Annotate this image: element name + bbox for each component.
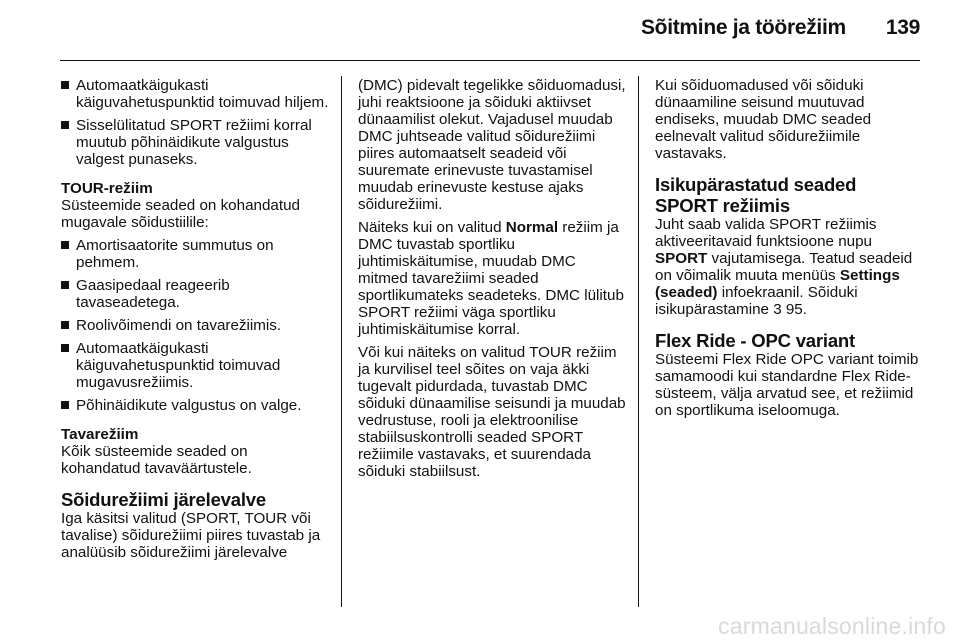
list-item: Automaatkäigukasti käiguvahetuspunktid toimuvad hiljem. [61, 77, 329, 111]
dmc-paragraph-1: (DMC) pidevalt tegelikke sõiduomadusi, juhi reaktsioone ja sõiduki aktiivset dünaamilist olekut. Vajadusel muudab DMC juhtseade valitud sõidurežiimi piires automaatselt seadeid või suuremate erinevuste tuvastamisel muudab erinevuste kestuse ajaks sõidurežiimi. [358, 77, 626, 213]
page-number: 139 [885, 16, 920, 39]
column-1 [61, 77, 329, 567]
sport-button-label: SPORT [655, 250, 708, 267]
bullet-square-icon [61, 121, 69, 129]
tour-heading: TOUR-režiim [61, 180, 153, 197]
dmc-paragraph-3: Või kui näiteks on valitud TOUR režiim ja kurvilisel teel sõites on vaja äkki tugevalt pidurdada, tuvastab DMC sõiduki dünaamilise seisundi ja muudab vedrustuse, rooli ja elektroonilise stabiilsuskontrolli seaded SPORT režiimile vastavaks, et suurendada sõiduki stabiilsust. [358, 344, 626, 480]
flex-ride-heading: Flex Ride - OPC variant [655, 330, 855, 351]
column-3 [655, 77, 923, 425]
normal-text: Kõik süsteemide seaded on kohandatud tavaväärtustele. [61, 443, 252, 477]
bullet-square-icon [61, 344, 69, 352]
tour-intro: Süsteemide seaded on kohandatud mugavale sõidustiilile: [61, 197, 300, 231]
bullet-square-icon [61, 241, 69, 249]
column-divider-1 [341, 76, 342, 607]
personal-settings-heading: Isikupärastatud seaded SPORT režiimis [655, 174, 857, 216]
list-item: Gaasipedaal reageerib tavaseadetega. [61, 277, 329, 311]
bullet-square-icon [61, 281, 69, 289]
bullet-square-icon [61, 81, 69, 89]
bullet-square-icon [61, 321, 69, 329]
list-item: Amortisaatorite summutus on pehmem. [61, 237, 329, 271]
personal-settings-text: Juht saab valida SPORT režiimis aktiveeritavaid funktsioone nupu SPORT vajutamisega. Teatud seadeid on võimalik muuta menüüs Settings (seaded) infoekraanil. Sõiduki isikupärastamine 3 95. [655, 216, 913, 318]
list-item: Sisselülitatud SPORT režiimi korral muutub põhinäidikute valgustus valgest punaseks. [61, 117, 329, 168]
list-item: Roolivõimendi on tavarežiimis. [61, 317, 329, 334]
dmc-paragraph-4: Kui sõiduomadused või sõiduki dünaamiline seisund muutuvad endiseks, muudab DMC seaded eelnevalt valitud sõidurežiimile vastavaks. [655, 77, 872, 162]
list-item: Automaatkäigukasti käiguvahetuspunktid toimuvad mugavusrežiimis. [61, 340, 329, 391]
settings-menu-label: Settings (seaded) [655, 267, 900, 301]
normal-mode-label: Normal [505, 219, 559, 236]
tour-bullet-list [61, 237, 329, 414]
monitor-heading: Sõidurežiimi järelevalve [61, 489, 266, 510]
column-divider-2 [638, 76, 639, 607]
flex-ride-text: Süsteemi Flex Ride OPC variant toimib samamoodi kui standardne Flex Ride-süsteem, välja arvatud see, et režiimid on sportlikuma iseloomuga. [655, 351, 919, 419]
watermark: carmanualsonline.info [718, 613, 946, 639]
dmc-paragraph-2: Näiteks kui on valitud Normal režiim ja DMC tuvastab sportliku juhtimiskäitumise, muudab DMC mitmed tavarežiimi seaded sportlikumateks seadeteks. DMC lülitub SPORT režiimi väga sportliku juhtimiskäitumise korral. [358, 219, 624, 338]
normal-heading: Tavarežiim [61, 426, 139, 443]
page-title: Sõitmine ja töörežiim [640, 16, 846, 39]
bullet-square-icon [61, 401, 69, 409]
header-rule [60, 60, 920, 61]
page-header [641, 16, 920, 40]
monitor-text: Iga käsitsi valitud (SPORT, TOUR või tavalise) sõidurežiimi piires tuvastab ja analüüsib sõidurežiimi järelevalve [61, 510, 321, 561]
page-reference-icon: 3 [773, 301, 782, 318]
sport-bullet-list [61, 77, 329, 168]
list-item: Põhinäidikute valgustus on valge. [61, 397, 329, 414]
column-2 [358, 77, 626, 486]
